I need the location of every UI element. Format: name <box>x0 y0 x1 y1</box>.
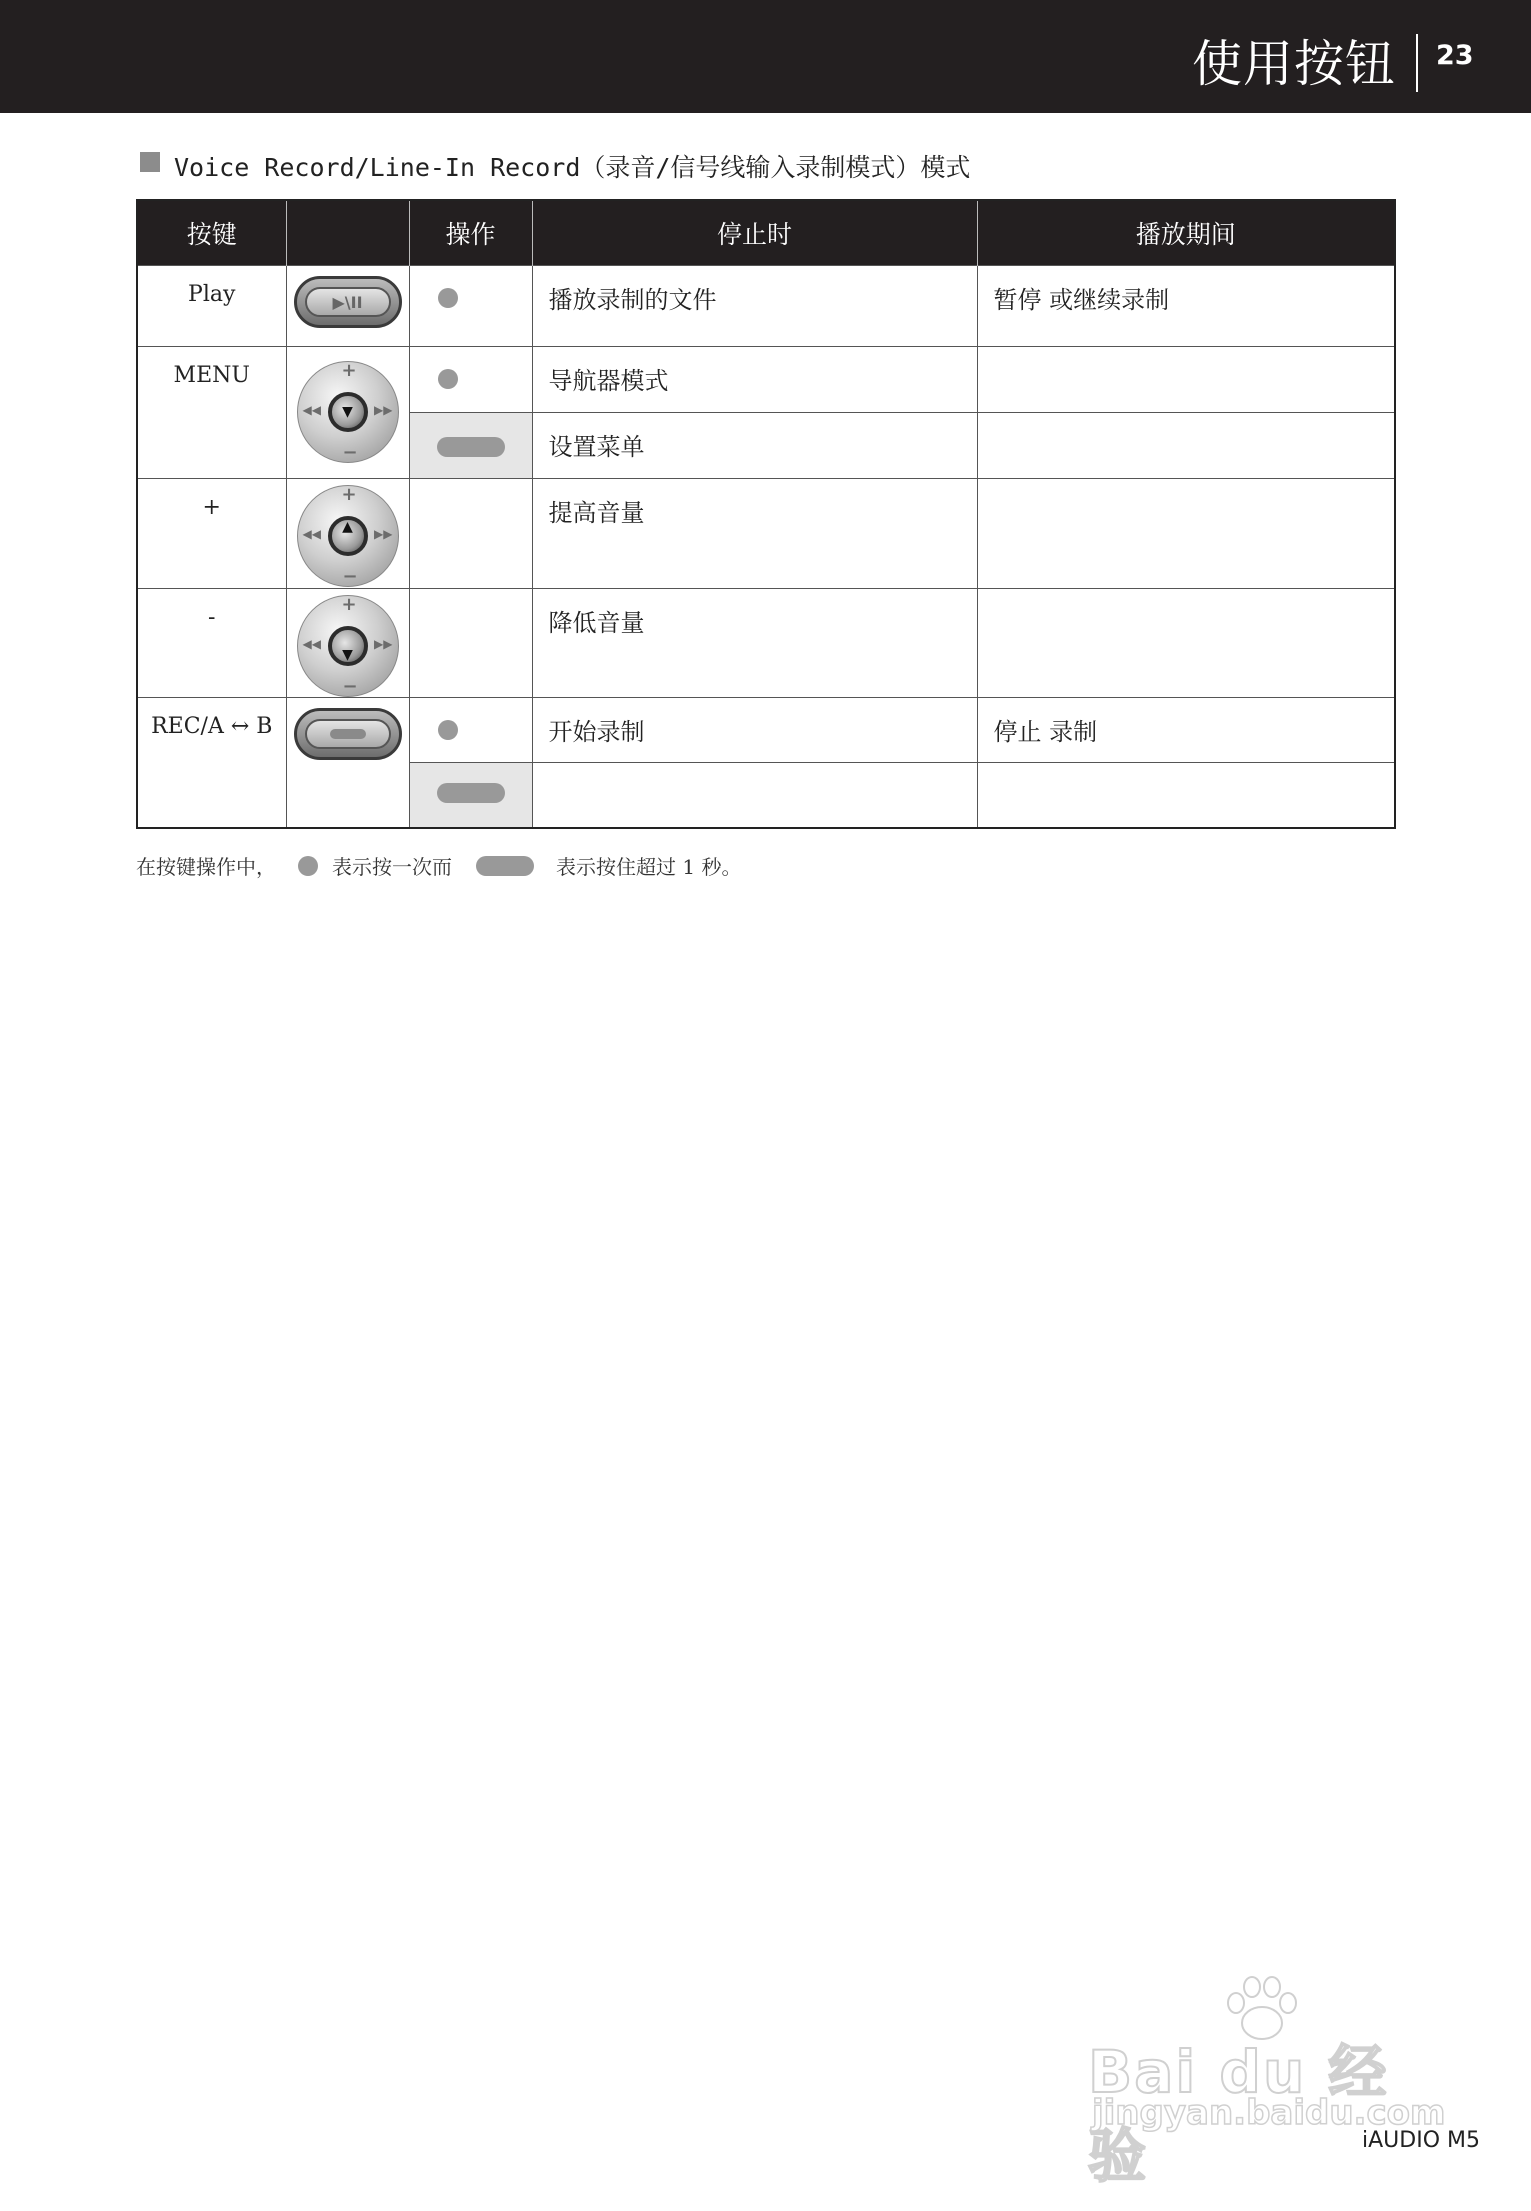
operation-cell <box>409 589 532 698</box>
rewind-icon: ◀◀ <box>302 403 321 417</box>
play-pause-button-image <box>294 276 402 328</box>
record-bar-icon <box>330 729 366 739</box>
plus-icon: + <box>341 594 357 615</box>
stopped-action: 播放录制的文件 <box>532 266 977 347</box>
rewind-icon: ◀◀ <box>302 637 321 651</box>
plus-icon: + <box>341 484 357 505</box>
footnote-prefix: 在按键操作中， <box>136 855 276 879</box>
press-down-arrow-icon: ▼ <box>342 404 353 420</box>
short-press-icon <box>438 369 458 389</box>
rec-button-face <box>305 719 391 749</box>
dial-center-button <box>328 516 368 556</box>
operation-cell <box>409 413 532 479</box>
product-name: iAUDIO M5 <box>1362 2128 1480 2153</box>
section-heading <box>140 148 970 184</box>
short-press-icon <box>438 720 458 740</box>
rec-button-image <box>294 708 402 760</box>
play-pause-icon: ▶\II <box>305 287 391 317</box>
table-row <box>137 347 1395 413</box>
button-image-cell <box>286 479 409 589</box>
stopped-action: 导航器模式 <box>532 347 977 413</box>
navigation-dial-down-image <box>297 595 399 697</box>
header-image <box>286 200 409 266</box>
fast-forward-icon: ▶▶ <box>374 637 393 651</box>
short-press-icon <box>438 288 458 308</box>
long-press-icon <box>437 437 505 457</box>
down-arrow-icon: ▼ <box>342 647 353 663</box>
playback-action <box>977 763 1395 828</box>
playback-action <box>977 479 1395 589</box>
long-press-icon <box>476 856 534 876</box>
fast-forward-icon: ▶▶ <box>374 527 393 541</box>
fast-forward-icon: ▶▶ <box>374 403 393 417</box>
button-image-cell <box>286 266 409 347</box>
bullet-square-icon <box>140 152 160 172</box>
key-name: REC/A ↔ B <box>137 698 286 828</box>
playback-action: 暂停 或继续录制 <box>977 266 1395 347</box>
stopped-action <box>532 763 977 828</box>
key-name: Play <box>137 266 286 347</box>
minus-icon: − <box>342 566 358 587</box>
footnote-long-press: 表示按住超过 1 秒。 <box>556 855 742 879</box>
operation-cell <box>409 763 532 828</box>
playback-action <box>977 413 1395 479</box>
operation-cell <box>409 698 532 763</box>
minus-icon: − <box>342 442 358 463</box>
page-header <box>0 0 1531 113</box>
button-image-cell <box>286 347 409 479</box>
stopped-action: 降低音量 <box>532 589 977 698</box>
header-key: 按键 <box>137 200 286 266</box>
navigation-dial-up-image <box>297 485 399 587</box>
stopped-action: 开始录制 <box>532 698 977 763</box>
button-function-table <box>136 199 1396 829</box>
stopped-action: 设置菜单 <box>532 413 977 479</box>
dial-center-button <box>328 392 368 432</box>
long-press-icon <box>437 783 505 803</box>
table-header-row <box>137 200 1395 266</box>
operation-cell <box>409 347 532 413</box>
up-arrow-icon: ▲ <box>342 519 353 535</box>
navigation-dial-press-image <box>297 361 399 463</box>
page-title: 使用按钮 <box>1192 35 1396 93</box>
footnote-short-press: 表示按一次而 <box>332 855 452 879</box>
key-name: MENU <box>137 347 286 479</box>
operation-cell <box>409 479 532 589</box>
button-image-cell <box>286 698 409 828</box>
page-number: 23 <box>1436 40 1474 71</box>
table-row <box>137 698 1395 763</box>
table-row <box>137 589 1395 698</box>
playback-action <box>977 347 1395 413</box>
operation-cell <box>409 266 532 347</box>
watermark-main-text: Bai du 经验 <box>1088 2038 1389 2190</box>
dial-center-button <box>328 626 368 666</box>
watermark-url-text: jingyan.baidu.com <box>1092 2093 1446 2133</box>
button-image-cell <box>286 589 409 698</box>
section-heading-text: Voice Record/Line-In Record（录音/信号线输入录制模式）模式 <box>174 153 971 182</box>
stopped-action: 提高音量 <box>532 479 977 589</box>
table-row <box>137 479 1395 589</box>
plus-icon: + <box>341 360 357 381</box>
header-divider <box>1416 34 1418 92</box>
header-when-stopped: 停止时 <box>532 200 977 266</box>
header-operation: 操作 <box>409 200 532 266</box>
minus-icon: − <box>342 676 358 697</box>
playback-action: 停止 录制 <box>977 698 1395 763</box>
playback-action <box>977 589 1395 698</box>
table-row <box>137 266 1395 347</box>
short-press-icon <box>298 856 318 876</box>
rewind-icon: ◀◀ <box>302 527 321 541</box>
header-during-playback: 播放期间 <box>977 200 1395 266</box>
legend-footnote <box>136 851 741 880</box>
key-name: - <box>137 589 286 698</box>
key-name: + <box>137 479 286 589</box>
